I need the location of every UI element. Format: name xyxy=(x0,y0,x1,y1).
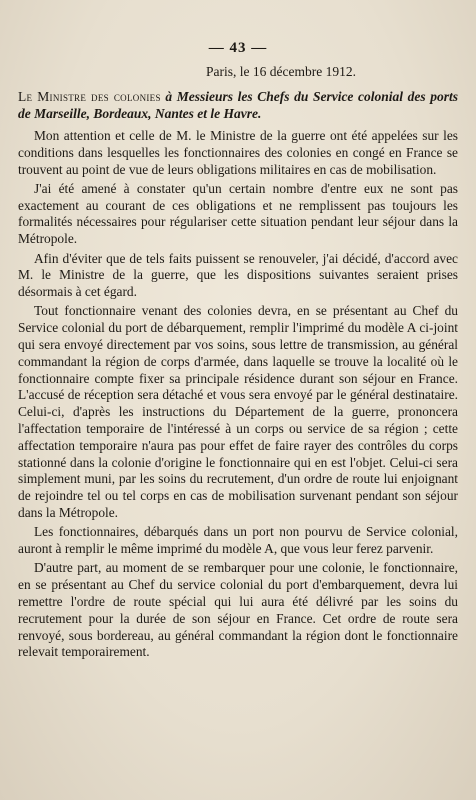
paragraph-4: Tout fonctionnaire venant des colonies devra, en se présentant au Chef du Service colonial du port de débarquement, remplir l'imprimé du modèle A ci-joint qui sera envoyé directement par vos soins, sous lettre de transmission, au général commandant la région de corps d'armée, dans laquelle se trouve la localité où le fonctionnaire compte fixer sa principale résidence durant son séjour en France. L'accusé de réception sera détaché et vous sera envoyé par le général destinataire. Celui-ci, d'après les instructions du Département de la guerre, prononcera l'affectation temporaire de l'intéressé à un corps ou service de sa région ; cette affectation temporaire n'aura pas pour effet de faire rayer des contrôles du corps stationné dans la colonie d'origine le fonctionnaire qui en est l'objet. Celui-ci sera simplement muni, par les soins du recrutement, d'un ordre de route lui enjoignant de rejoindre tel ou tel corps en cas de mobilisation survenant pendant son séjour dans la Métropole. xyxy=(18,303,458,521)
paragraph-2: J'ai été amené à constater qu'un certain nombre d'entre eux ne sont pas exactement au courant de ces obligations et ne remplissent pas toujours les formalités nécessaires pour régulariser cette situation pendant leur séjour dans la Métropole. xyxy=(18,180,458,247)
paragraph-5: Les fonctionnaires, débarqués dans un port non pourvu de Service colonial, auront à remplir le même imprimé du modèle A, que vous leur ferez parvenir. xyxy=(18,524,458,557)
paragraph-1: Mon attention et celle de M. le Ministre de la guerre ont été appelées sur les conditions dans lesquelles les fonctionnaires des colonies en congé en France se trouvent au point de vue de leurs obligations militaires en cas de mobilisation. xyxy=(18,128,458,177)
dateline: Paris, le 16 décembre 1912. xyxy=(206,64,356,79)
heading-recipients: à Messieurs les Chefs du Service colonial des ports de Marseille, Bordeaux, Nantes et le Havre. xyxy=(18,89,458,121)
paragraph-3: Afin d'éviter que de tels faits puissent se renouveler, j'ai décidé, d'accord avec M. le Ministre de la guerre, que les dispositions suivantes seraient prises désormais à cet égard. xyxy=(18,250,458,300)
heading-addressee: Le Ministre des colonies xyxy=(18,89,161,104)
page-number: — 43 — xyxy=(208,40,268,56)
letter-heading xyxy=(18,88,458,122)
letter-body xyxy=(18,128,458,664)
paragraph-6: D'autre part, au moment de se rembarquer pour une colonie, le fonctionnaire, en se présentant au Chef du service colonial du port d'embarquement, devra lui remettre l'ordre de route spécial qui lui aura été délivré par les soins du recrutement pour la durée de son séjour en France. Cet ordre de route sera renvoyé, sous bordereau, au général commandant la région dont le fonctionnaire relevait temporairement. xyxy=(18,560,458,660)
